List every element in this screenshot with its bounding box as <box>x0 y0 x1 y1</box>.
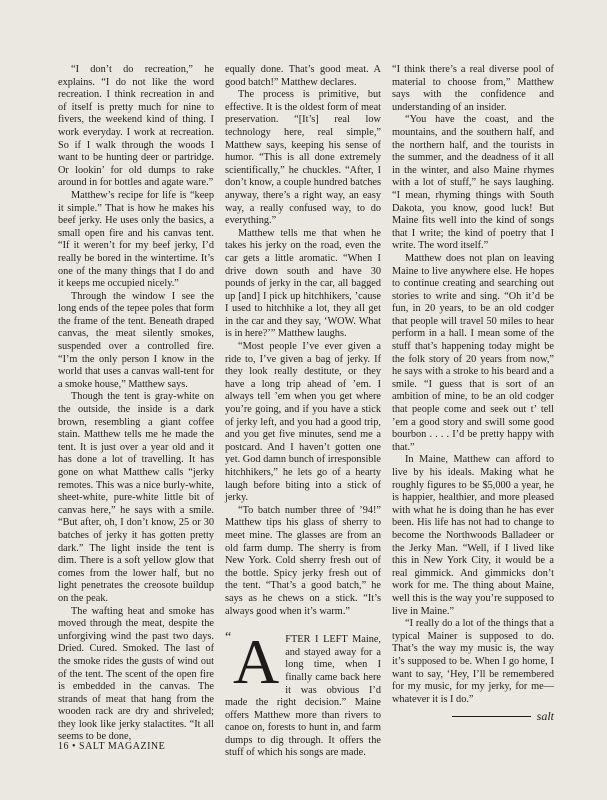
paragraph: “I think there’s a real diverse pool of material to choose from,” Matthew says with the confidence and understanding of an insider. <box>392 64 554 113</box>
paragraph: “I really do a lot of the things that a typical Mainer is supposed to do. That’s the way my music is, the way it’s supposed to be. When I go home, I want to say, ‘Hey, I’ll be remembered for my music, for my jerky, for me—whatever it is I do.” <box>392 618 554 705</box>
paragraph: The wafting heat and smoke has moved through the meat, despite the unforgiving wind the past two days. Dried. Cured. Smoked. The last of the smoke rides the gusts of wind out of the tent. The scent of the open fire is embedded in the canvas. The strands of meat that hang from the wooden rack are dry and shriveled; they look like jerky stalactites. “It all seems to be done, <box>58 605 214 743</box>
text-column-2 <box>225 64 381 760</box>
text-column-3 <box>392 64 554 723</box>
paragraph: The process is primitive, but effective. It is the oldest form of meat preservation. “[It’s] real low technology here, real simple,” Matthew says, keeping his sense of humor. “This is all done extremely scientifically,” he chuckles. “After, I don’t know, a couple hundred batches anyway, there’s a right way, an easy way, a really confused way, to do everything.” <box>225 89 381 227</box>
pull-quote <box>225 626 381 760</box>
paragraph: In Maine, Matthew can afford to live by his ideals. Making what he roughly figures to be $5,000 a year, he is happier, healthier, and more pleased with what he is doing than he has ever been. His life has not had to change to become the Northwoods Balladeer or the Jerky Man. “Well, if I lived like this in New York City, it would be a real gimmick. And gimmicks don’t work for me. The thing about Maine, well this is the way you’re supposed to live in Maine.” <box>392 454 554 617</box>
page-folio: 16 • SALT MAGAZINE <box>58 741 166 752</box>
paragraph: equally done. That’s good meat. A good batch!” Matthew declares. <box>225 64 381 88</box>
signoff-mark: salt <box>536 709 554 724</box>
paragraph: “Most people I’ve ever given a ride to, I’ve given a bag of jerky. If they look really destitute, or they have a long trip ahead of ’em. I always tell ’em when you get where you’re going, and if you have a stick of jerky left, and you had a good trip, and you get five minutes, send me a postcard. And I haven’t gotten one yet. God damn bunch of irresponsible hitchhikers,” he lets go of a hearty laugh before biting into a stick of jerky. <box>225 341 381 504</box>
paragraph: “You have the coast, and the mountains, and the southern half, and the northern half, and the tourists in the summer, and the deadness of it all in the winter, and also Maine rhymes with a lot of stuff,” he says laughing. “I mean, rhyming things with South Dakota, you know, good luck! But Maine fits well into the kind of songs that I write; the kind of poetry that I write. The word itself.” <box>392 114 554 252</box>
pull-quote-text: FTER I LEFT Maine, and stayed away for a long time, when I finally came back here it was obvious I’d made the right decision.” Maine offers Matthew more than rivers to canoe on, forests to hunt in, and farm dumps to dig through. It offers the stuff of which his songs are made. <box>225 634 381 759</box>
pull-quote-open-mark: “ <box>225 630 232 646</box>
paragraph: Matthew tells me that when he takes his jerky on the road, even the car gets a little aromatic. “When I drive down south and have 30 pounds of jerky in the car, all bagged up [and] I pick up hitchhikers, ’cause I used to hitchhike a lot, they all get in the car and they say, ‘WOW. What is in here?’” Matthew laughs. <box>225 227 381 340</box>
paragraph: Through the window I see the long ends of the tepee poles that form the frame of the tent. Beneath draped canvas, the meat silently smokes, suspended over a controlled fire. “I’m the only person I know in the world that uses a canvas wall-tent for a smoke house,” Matthew says. <box>58 290 214 390</box>
paragraph: “I don’t do recreation,” he explains. “I do not like the word recreation. I think recreation in and of itself is pretty much for nine to fivers, the weekend kind of thing. I work everyday. I work at recreation. So if I walk through the woods I want to be hunting deer or partridge. Or lookin’ for old dumps to rake around in for bottles and agate ware.” <box>58 64 214 189</box>
paragraph: “To batch number three of ’94!” Matthew tips his glass of sherry to meet mine. The glasses are from an old farm dump. The sherry is from New York. Cold sherry fresh out of the bottle. Spicy jerky fresh out of the tent. “That’s a good batch,” he says as he chews on a stick. “It’s always good when it’s warm.” <box>225 504 381 617</box>
paragraph: Matthew does not plan on leaving Maine to live anywhere else. He hopes to continue creating and searching out stories to write and sing. “Oh it’d be fun, in 20 years, to be an old codger that people will travel 50 miles to hear perform in a hall. I mean some of the stuff that’s happening today might be the folk story of 20 years from now,” he says with a stroke to his beard and a smile. “I guess that is sort of an ambition of mine, to be an old codger that people come and seek out t’ tell ’em a good story and swill some good bourbon . . . . I’d be pretty happy with that.” <box>392 252 554 453</box>
article-signoff <box>392 710 554 723</box>
text-column-1 <box>58 64 214 744</box>
paragraph: Matthew’s recipe for life is “keep it simple.” That is how he makes his beef jerky. He uses only the basics, a small open fire and his canvas tent. “If it weren’t for my beef jerky, I’d really be bored in the wintertime. It’s one of the many things that I do and it keeps me occupied nicely.” <box>58 189 214 290</box>
paragraph: Though the tent is gray-white on the outside, the inside is a dark brown, resembling a giant coffee stain. Matthew tells me he made the tent. It is just over a year old and it has done a lot of travelling. It has gone on what Matthew calls “jerky remotes. This was a nice burly-white, sheet-white, pure-white little bit of canvas here,” he says with a smile. “But after, oh, I don’t know, 25 or 30 batches of jerky it has gotten pretty dark.” The light inside the tent is dim. There is a soft yellow glow that comes from the lower half, but no light penetrates the creosote buildup on the peak. <box>58 391 214 604</box>
signoff-rule <box>452 716 531 717</box>
drop-cap: A <box>233 626 280 698</box>
